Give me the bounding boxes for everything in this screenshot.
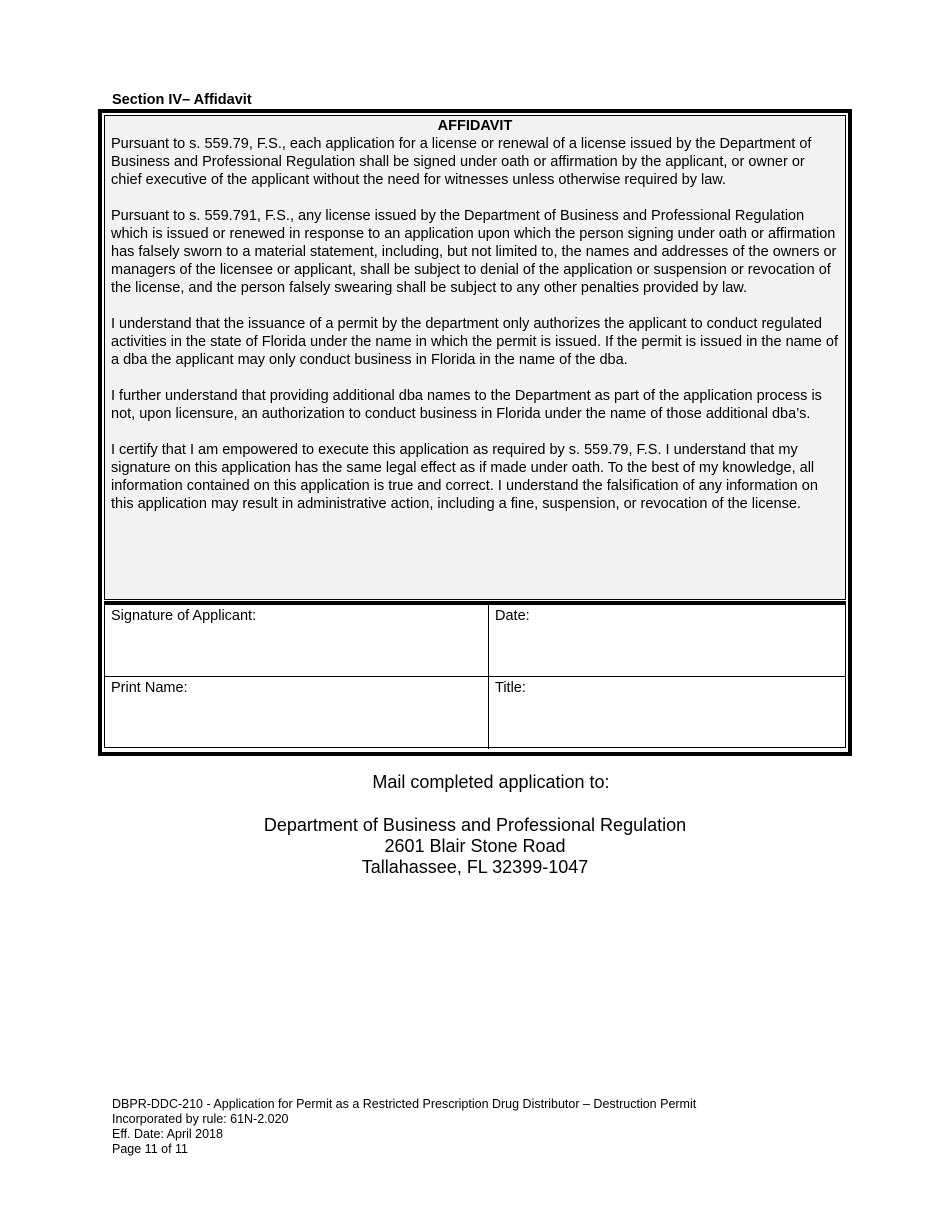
section-heading: Section IV– Affidavit — [112, 92, 252, 108]
mailing-instructions — [0, 772, 950, 878]
signature-field[interactable] — [105, 605, 489, 677]
date-label: Date: — [495, 608, 530, 624]
footer-form-title: DBPR-DDC-210 - Application for Permit as a Restricted Prescription Drug Distributor – Destruction Permit — [112, 1097, 697, 1111]
mail-heading: Mail completed application to: — [372, 772, 610, 792]
affidavit-paragraph-false-swearing: Pursuant to s. 559.791, F.S., any license issued by the Department of Business and Professional Regulation which is issued or renewed in response to an application upon which the person signing under oath or affirmation has falsely sworn to a material statement, including, but not limited to, the names and addresses of the owners or managers of the licensee or applicant, shall be subject to denial of the application or suspension or revocation of the license, and the person falsely swearing shall be subject to any other penalties provided by law. — [111, 208, 837, 296]
print-name-label: Print Name: — [111, 680, 188, 696]
date-field[interactable] — [489, 605, 845, 677]
affidavit-paragraph-permit-name: I understand that the issuance of a permit by the department only authorizes the applicant to conduct regulated activities in the state of Florida under the name in which the permit is issued. If the permit is issued in the name of a dba the applicant may only conduct business in Florida in the name of the dba. — [111, 316, 838, 368]
affidavit-paragraph-oath: Pursuant to s. 559.79, F.S., each application for a license or renewal of a license issued by the Department of Business and Professional Regulation shall be signed under oath or affirmation by the applicant, or owner or chief executive of the applicant without the need for witnesses unless otherwise required by law. — [111, 136, 812, 188]
mail-address-line3: Tallahassee, FL 32399-1047 — [361, 857, 589, 877]
footer-page-number: Page 11 of 11 — [112, 1142, 188, 1156]
affidavit-title: AFFIDAVIT — [437, 118, 513, 134]
affidavit-frame — [98, 109, 852, 756]
mail-address-line2: 2601 Blair Stone Road — [384, 836, 566, 856]
affidavit-box — [104, 115, 846, 600]
footer-eff-date: Eff. Date: April 2018 — [112, 1127, 223, 1141]
affidavit-paragraph-dba: I further understand that providing additional dba names to the Department as part of the application process is not, upon licensure, an authorization to conduct business in Florida under the name of those additional dba’s. — [111, 388, 822, 422]
signature-table — [104, 604, 846, 748]
title-label: Title: — [495, 680, 526, 696]
mail-address-line1: Department of Business and Professional Regulation — [263, 815, 687, 835]
page-footer — [112, 1097, 696, 1157]
signature-label: Signature of Applicant: — [111, 608, 257, 624]
footer-rule: Incorporated by rule: 61N-2.020 — [112, 1112, 289, 1126]
print-name-field[interactable] — [105, 677, 489, 749]
affidavit-paragraph-certification: I certify that I am empowered to execute this application as required by s. 559.79, F.S. I understand that my signature on this application has the same legal effect as if made under oath. To the best of my knowledge, all information contained on this application is true and correct. I understand the falsification of any information on this application may result in administrative action, including a fine, suspension, or revocation of the license. — [111, 442, 818, 512]
title-field[interactable] — [489, 677, 845, 749]
